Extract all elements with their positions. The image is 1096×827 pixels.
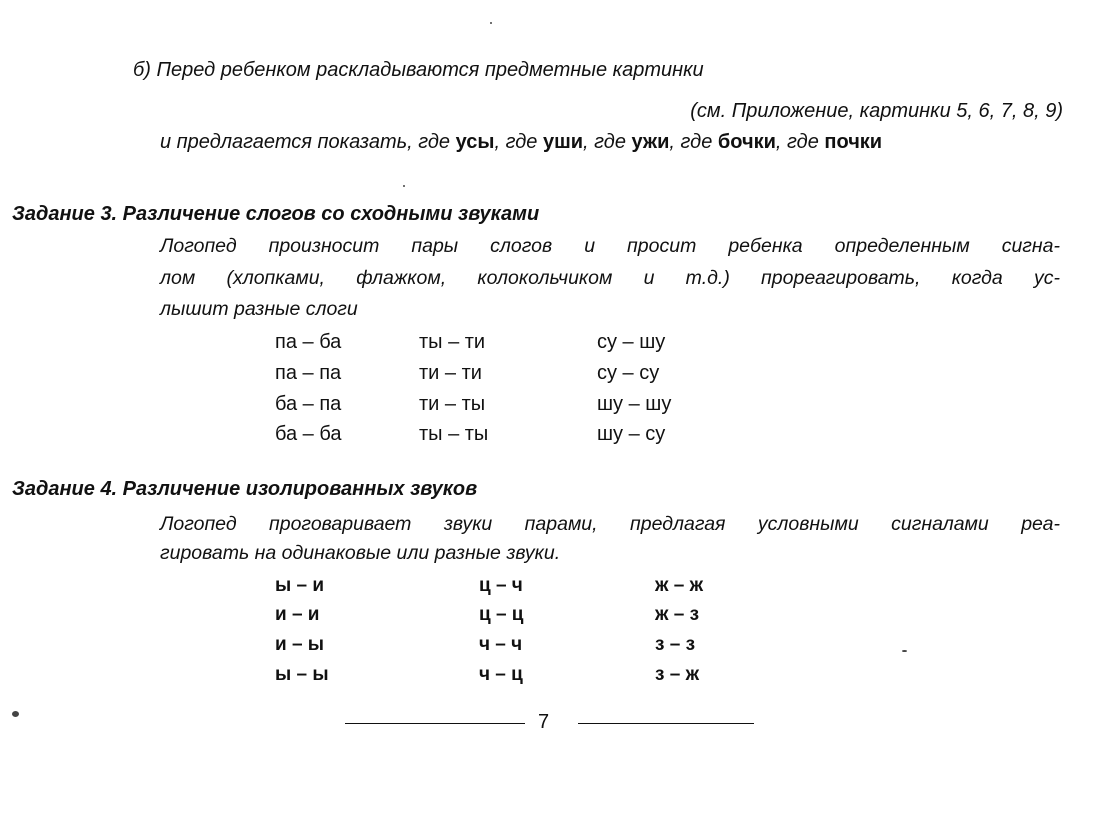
syllable-pair: ты – ты <box>419 423 489 445</box>
sound-pair: ы – и <box>275 575 325 596</box>
scan-speck <box>902 650 907 652</box>
keyword-pochki: почки <box>824 131 883 153</box>
sound-pair: ы – ы <box>275 664 329 685</box>
syllable-pair: па – па <box>275 362 342 384</box>
syllable-pair: ба – па <box>275 393 342 415</box>
sound-pair: ц – ч <box>479 575 523 596</box>
sound-pair: и – и <box>275 604 320 625</box>
scan-speck <box>490 22 492 24</box>
syllable-pair: су – су <box>597 362 660 384</box>
keyword-usy: усы <box>455 131 495 153</box>
part-b-text-segment: , где <box>494 131 543 153</box>
part-b-text-segment: и предлагается показать, где <box>160 131 456 153</box>
syllable-pair: шу – шу <box>597 393 672 415</box>
keyword-bochki: бочки <box>717 131 776 153</box>
sound-pair: ц – ц <box>479 604 524 625</box>
part-b-line-2: (см. Приложение, картинки 5, 6, 7, 8, 9) <box>690 100 1063 122</box>
part-b-text-segment: , где <box>775 131 825 153</box>
task3-paragraph-line-2: лом (хлопками, флажком, колокольчиком и т.д.) прореагировать, когда ус- <box>160 267 1060 289</box>
task3-paragraph-line-3: лышит разные слоги <box>160 298 358 320</box>
part-b-text-segment: , где <box>583 131 632 153</box>
keyword-uzhi: ужи <box>631 131 670 153</box>
syllable-pair: ти – ты <box>419 393 486 415</box>
sound-pair: ч – ц <box>479 664 523 685</box>
sound-pair: и – ы <box>275 634 325 655</box>
task3-heading: Задание 3. Различение слогов со сходными звуками <box>12 203 540 225</box>
syllable-pair: ты – ти <box>419 331 486 353</box>
scan-speck <box>403 185 405 187</box>
sound-pair: ж – з <box>655 604 700 625</box>
scan-speck <box>12 711 19 717</box>
page-number: 7 <box>538 711 550 733</box>
footer-rule-left <box>345 723 525 724</box>
part-b-line-3 <box>160 128 882 156</box>
syllable-pair: па – ба <box>275 331 342 353</box>
sound-pair: з – ж <box>655 664 700 685</box>
sound-pair: ч – ч <box>479 634 523 655</box>
sound-pair: ж – ж <box>655 575 704 596</box>
syllable-pair: шу – су <box>597 423 666 445</box>
syllable-pair: ба – ба <box>275 423 342 445</box>
syllable-pair: су – шу <box>597 331 666 353</box>
part-b-text-segment: , где <box>669 131 718 153</box>
footer-rule-right <box>578 723 754 724</box>
task4-heading: Задание 4. Различение изолированных звуков <box>12 478 478 500</box>
task4-paragraph-line-1: Логопед проговаривает звуки парами, предлагая условными сигналами реа- <box>160 513 1060 535</box>
syllable-pair: ти – ти <box>419 362 482 384</box>
part-b-line-1: б) Перед ребенком раскладываются предметные картинки <box>133 59 704 81</box>
keyword-ushi: уши <box>542 131 584 153</box>
sound-pair: з – з <box>655 634 696 655</box>
task3-paragraph-line-1: Логопед произносит пары слогов и просит ребенка определенным сигна- <box>160 235 1060 257</box>
task4-paragraph-line-2: гировать на одинаковые или разные звуки. <box>160 542 561 564</box>
